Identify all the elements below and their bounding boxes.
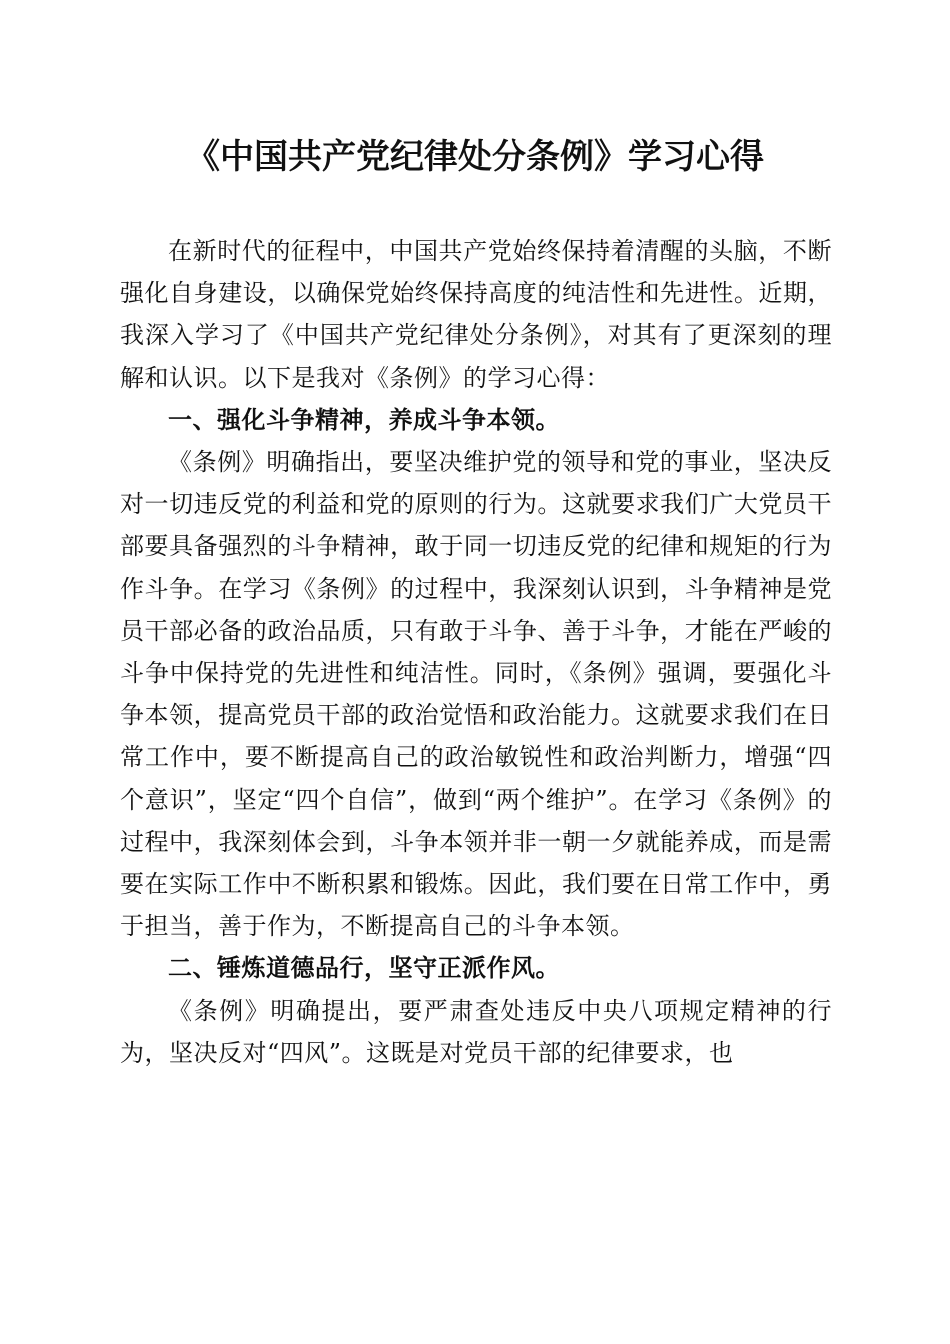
document-title: 《中国共产党纪律处分条例》学习心得	[186, 137, 764, 177]
section-2-paragraph: 《条例》明确提出，要严肃查处违反中央八项规定精神的行为，坚决反对“四风”。这既是对党员干部的纪律要求，也	[120, 996, 832, 1067]
document-body	[120, 230, 832, 1074]
section-2-heading: 二、锤炼道德品行，坚守正派作风。	[168, 954, 560, 983]
section-1-paragraph: 《条例》明确指出，要坚决维护党的领导和党的事业，坚决反对一切违反党的利益和党的原则的行为。这就要求我们广大党员干部要具备强烈的斗争精神，敢于同一切违反党的纪律和规矩的行为作斗争。在学习《条例》的过程中，我深刻认识到，斗争精神是党员干部必备的政治品质，只有敢于斗争、善于斗争，才能在严峻的斗争中保持党的先进性和纯洁性。同时，《条例》强调，要强化斗争本领，提高党员干部的政治觉悟和政治能力。这就要求我们在日常工作中，要不断提高自己的政治敏锐性和政治判断力，增强“四个意识”，坚定“四个自信”，做到“两个维护”。在学习《条例》的过程中，我深刻体会到，斗争本领并非一朝一夕就能养成，而是需要在实际工作中不断积累和锻炼。因此，我们要在日常工作中，勇于担当，善于作为，不断提高自己的斗争本领。	[120, 448, 832, 941]
section-1-heading: 一、强化斗争精神，养成斗争本领。	[168, 405, 560, 434]
intro-paragraph: 在新时代的征程中，中国共产党始终保持着清醒的头脑，不断强化自身建设，以确保党始终保持高度的纯洁性和先进性。近期，我深入学习了《中国共产党纪律处分条例》，对其有了更深刻的理解和认识。以下是我对《条例》的学习心得：	[120, 237, 832, 392]
